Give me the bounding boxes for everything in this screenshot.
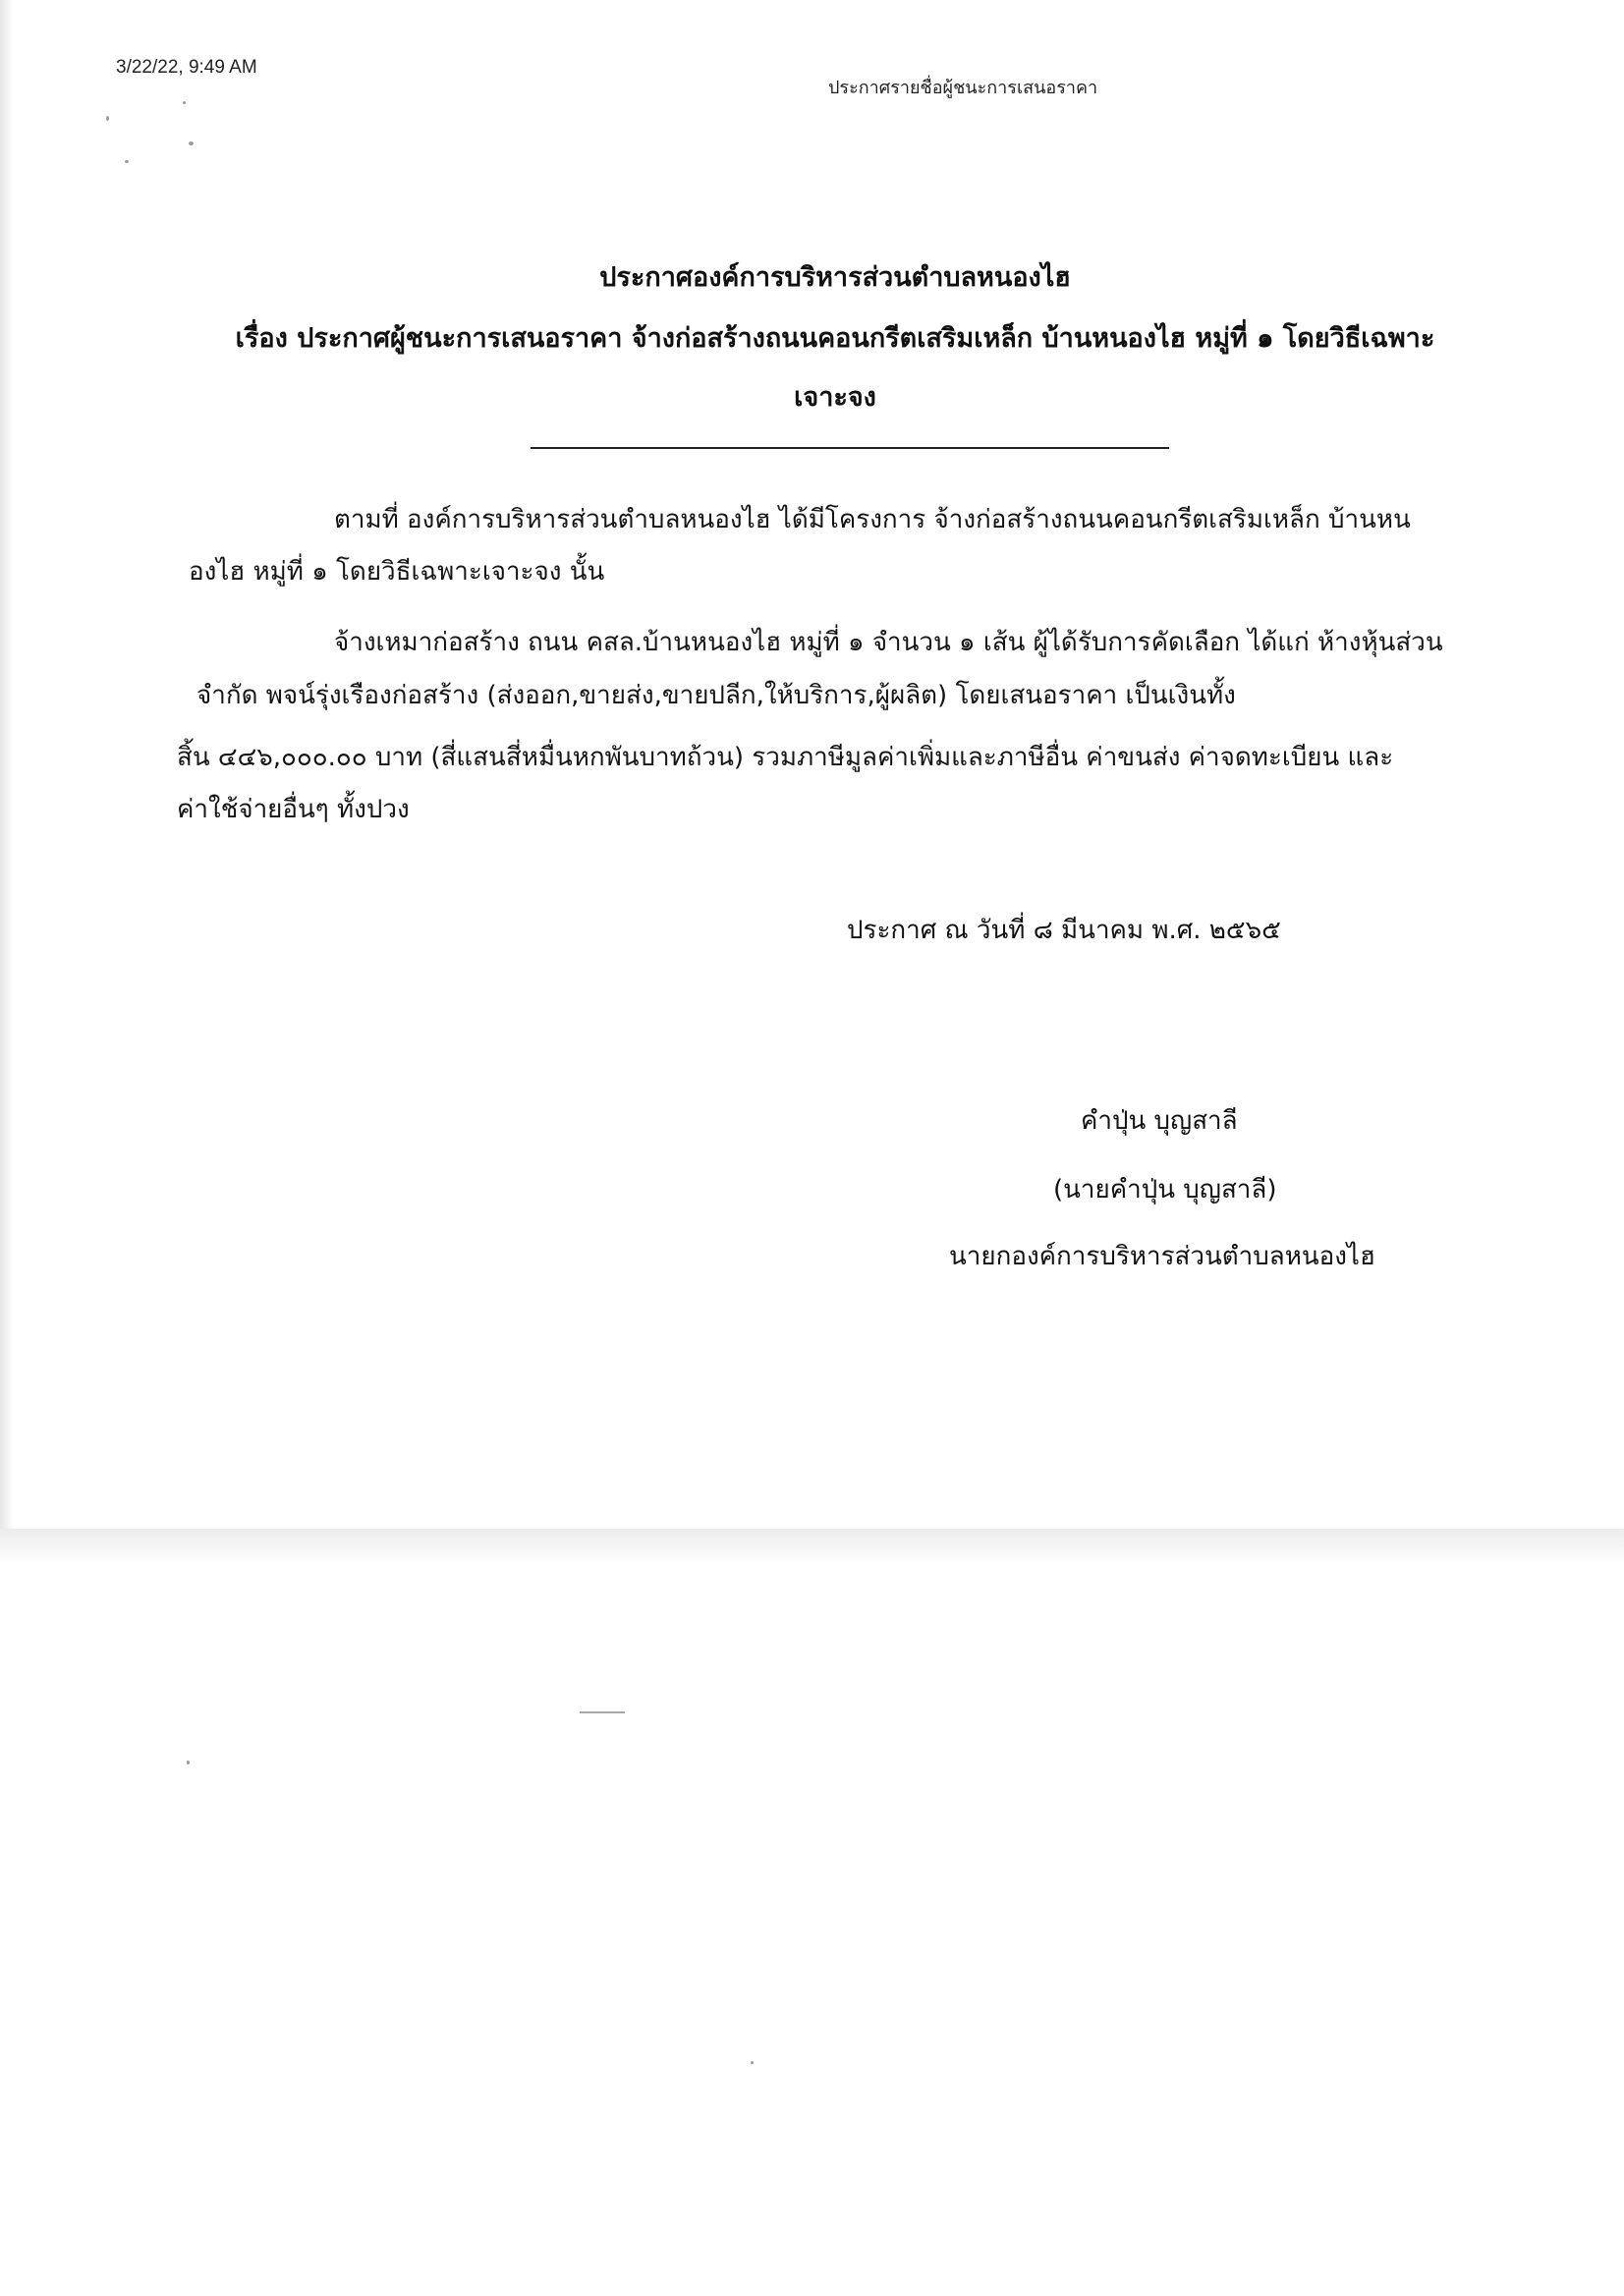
body-line: ค่าใช้จ่ายอื่นๆ ทั้งปวง bbox=[177, 795, 410, 824]
subject-line-continued: เจาะจง bbox=[794, 382, 876, 413]
scan-speck bbox=[125, 160, 129, 163]
announcement-date: ประกาศ ณ วันที่ ๘ มีนาคม พ.ศ. ๒๕๖๕ bbox=[847, 916, 1281, 945]
organization-heading: ประกาศองค์การบริหารส่วนตำบลหนองไฮ bbox=[599, 262, 1071, 293]
scan-dash-mark bbox=[580, 1711, 625, 1713]
scan-left-edge-shadow bbox=[0, 0, 14, 1529]
signer-name: (นายคำปุ่น บุญสาลี) bbox=[1053, 1175, 1277, 1204]
body-line: จำกัด พจน์รุ่งเรืองก่อสร้าง (ส่งออก,ขายส่ง,ขายปลีก,ให้บริการ,ผู้ผลิต) โดยเสนอราคา เป็นเงินทั้ง bbox=[196, 681, 1236, 710]
signer-position: นายกองค์การบริหารส่วนตำบลหนองไฮ bbox=[949, 1242, 1375, 1271]
scan-speck bbox=[189, 141, 194, 145]
scan-speck bbox=[183, 101, 186, 104]
heading-divider bbox=[531, 447, 1169, 449]
subject-line: เรื่อง ประกาศผู้ชนะการเสนอราคา จ้างก่อสร้างถนนคอนกรีตเสริมเหล็ก บ้านหนองไฮ หมู่ที่ ๑ โดยวิธีเฉพาะ bbox=[235, 323, 1435, 354]
print-page-title: ประกาศรายชื่อผู้ชนะการเสนอราคา bbox=[828, 78, 1098, 98]
signature: คำปุ่น บุญสาลี bbox=[1081, 1106, 1238, 1136]
scan-speck bbox=[106, 116, 109, 121]
scan-seam bbox=[0, 1529, 1624, 1564]
scan-speck bbox=[751, 2061, 754, 2064]
scan-speck bbox=[187, 1761, 190, 1764]
body-line: องไฮ หมู่ที่ ๑ โดยวิธีเฉพาะเจาะจง นั้น bbox=[189, 557, 605, 587]
body-line: จ้างเหมาก่อสร้าง ถนน คสล.บ้านหนองไฮ หมู่ที่ ๑ จำนวน ๑ เส้น ผู้ได้รับการคัดเลือก ได้แก่ ห้างหุ้นส่วน bbox=[334, 628, 1443, 657]
body-line: ตามที่ องค์การบริหารส่วนตำบลหนองไฮ ได้มีโครงการ จ้างก่อสร้างถนนคอนกรีตเสริมเหล็ก บ้านหน bbox=[334, 505, 1411, 534]
body-line: สิ้น ๔๔๖,๐๐๐.๐๐ บาท (สี่แสนสี่หมื่นหกพันบาทถ้วน) รวมภาษีมูลค่าเพิ่มและภาษีอื่น ค่าขนส่ง ค่าจดทะเบียน และ bbox=[177, 743, 1394, 772]
print-datetime: 3/22/22, 9:49 AM bbox=[116, 57, 257, 78]
